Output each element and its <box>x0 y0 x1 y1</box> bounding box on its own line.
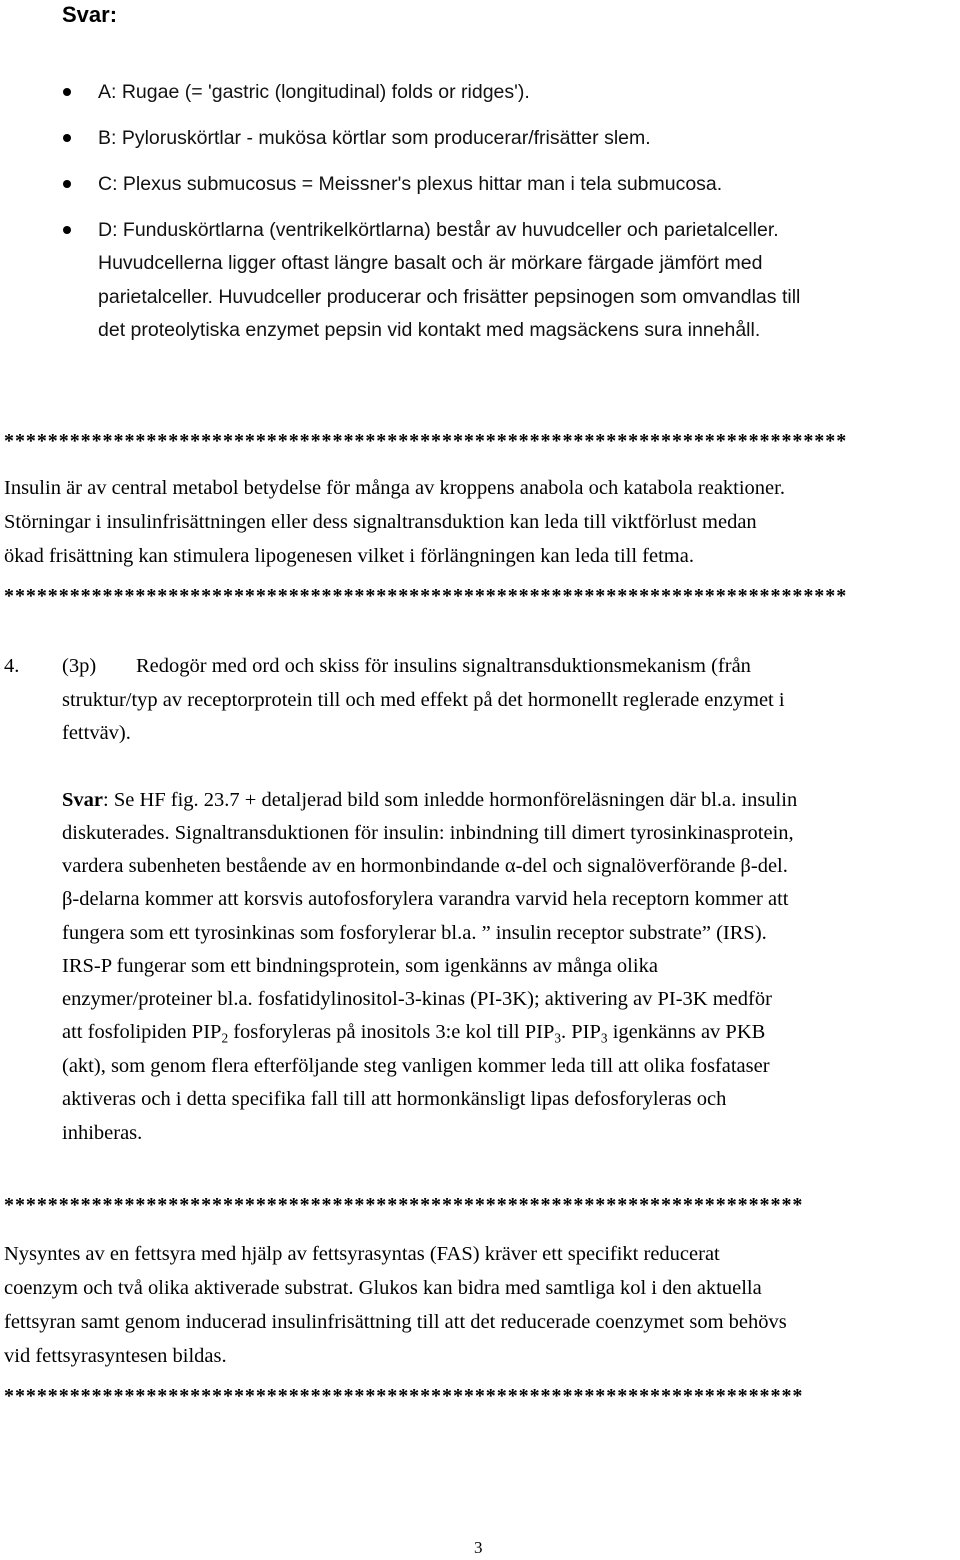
bullet-d-line-1: D: Funduskörtlarna (ventrikelkörtlarna) består av huvudceller och parietalceller. <box>98 219 779 241</box>
answer-line-5: fungera som ett tyrosinkinas som fosforylerar bl.a. ” insulin receptor substrate” (IRS). <box>62 922 767 944</box>
answer-label: Svar <box>62 789 103 811</box>
subscript: 3 <box>554 1030 562 1046</box>
bullet-a: A: Rugae (= 'gastric (longitudinal) folds or ridges'). <box>98 81 530 103</box>
answer-line-8 <box>62 1015 765 1049</box>
answer-line-2: diskuterades. Signaltransduktionen för insulin: inbindning till dimert tyrosinkinasprotein, <box>62 822 794 844</box>
subscript: 2 <box>221 1030 229 1046</box>
answer-line-1 <box>62 783 797 817</box>
answer-line-8-part-d: igenkänns av PKB <box>607 1021 766 1043</box>
page-number: 3 <box>474 1538 483 1557</box>
answer-line-1-text: : Se HF fig. 23.7 + detaljerad bild som inledde hormonföreläsningen där bl.a. insulin <box>103 789 798 811</box>
answer-line-8-part-a: att fosfolipiden PIP <box>62 1021 222 1043</box>
bullet-dot <box>63 180 71 188</box>
bullet-c: C: Plexus submucosus = Meissner's plexus hittar man i tela submucosa. <box>98 173 723 195</box>
question-number: 4. <box>4 655 20 677</box>
answer-heading: Svar: <box>62 2 118 27</box>
question-text-line-1: Redogör med ord och skiss för insulins signaltransduktionsmekanism (från <box>136 655 751 677</box>
question-text-line-3: fettväv). <box>62 722 131 744</box>
answer-line-6: IRS-P fungerar som ett bindningsprotein, som igenkänns av många olika <box>62 955 658 977</box>
insulin-paragraph-line-2: Störningar i insulinfrisättningen eller dess signaltransduktion kan leda till viktförlust medan <box>4 511 757 533</box>
fas-paragraph-line-2: coenzym och två olika aktiverade substrat. Glukos kan bidra med samtliga kol i den aktuella <box>4 1277 762 1299</box>
separator-line: ***************************************************************************** <box>4 585 848 607</box>
answer-line-10: aktiveras och i detta specifika fall till att hormonkänsligt lipas defosforyleras och <box>62 1088 727 1110</box>
answer-line-11: inhiberas. <box>62 1122 143 1144</box>
insulin-paragraph-line-3: ökad frisättning kan stimulera lipogenesen vilket i förlängningen kan leda till fetma. <box>4 545 694 567</box>
bullet-b: B: Pyloruskörtlar - mukösa körtlar som producerar/frisätter slem. <box>98 127 651 149</box>
subscript: 3 <box>600 1030 608 1046</box>
separator-line: ************************************************************************* <box>4 1385 804 1407</box>
bullet-dot <box>63 88 71 96</box>
answer-line-8-part-b: fosforyleras på inositols 3:e kol till PIP <box>228 1021 555 1043</box>
answer-line-3: vardera subenheten bestående av en hormonbindande α-del och signalöverförande β-del. <box>62 855 788 877</box>
fas-paragraph-line-1: Nysyntes av en fettsyra med hjälp av fettsyrasyntas (FAS) kräver ett specifikt reducerat <box>4 1243 720 1265</box>
insulin-paragraph-line-1: Insulin är av central metabol betydelse för många av kroppens anabola och katabola reaktioner. <box>4 477 785 499</box>
separator-line: ***************************************************************************** <box>4 430 848 452</box>
bullet-d-line-3: parietalceller. Huvudceller producerar och frisätter pepsinogen som omvandlas till <box>98 286 801 308</box>
answer-line-4: β-delarna kommer att korsvis autofosforylera varandra varvid hela receptorn kommer att <box>62 888 789 910</box>
question-points: (3p) <box>62 655 97 677</box>
answer-line-8-part-c: . PIP <box>561 1021 601 1043</box>
bullet-d-line-2: Huvudcellerna ligger oftast längre basalt och är mörkare färgade jämfört med <box>98 252 763 274</box>
bullet-dot <box>63 134 71 142</box>
fas-paragraph-line-3: fettsyran samt genom inducerad insulinfrisättning till att det reducerade coenzymet som behövs <box>4 1311 787 1333</box>
bullet-dot <box>63 226 71 234</box>
separator-line: ************************************************************************* <box>4 1194 804 1216</box>
fas-paragraph-line-4: vid fettsyrasyntesen bildas. <box>4 1345 227 1367</box>
answer-line-9: (akt), som genom flera efterföljande steg vanligen kommer leda till att olika fosfataser <box>62 1055 770 1077</box>
answer-line-7: enzymer/proteiner bl.a. fosfatidylinositol-3-kinas (PI-3K); aktivering av PI-3K medför <box>62 988 772 1010</box>
question-text-line-2: struktur/typ av receptorprotein till och med effekt på det hormonellt reglerade enzymet i <box>62 689 785 711</box>
bullet-d-line-4: det proteolytiska enzymet pepsin vid kontakt med magsäckens sura innehåll. <box>98 319 761 341</box>
